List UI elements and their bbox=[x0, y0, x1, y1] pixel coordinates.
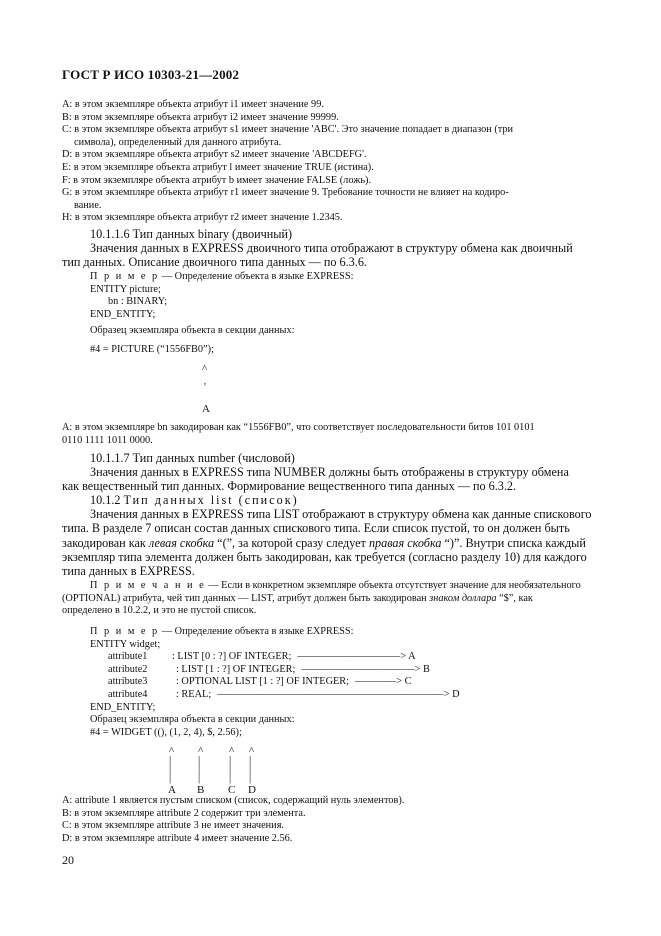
pointer-label: B bbox=[197, 784, 205, 796]
example-text: — Определение объекта в языке EXPRESS: bbox=[159, 271, 354, 282]
section-heading bbox=[62, 493, 600, 507]
note-line: A: в этом экземпляре bn закодирован как “1556FB0”, что соответствует последовательности битов 101 0101 bbox=[62, 422, 535, 433]
paragraph-line: типа. В разделе 7 описан состав данных спискового типа. Если список пустой, то он должен быть bbox=[62, 521, 570, 536]
paragraph-line: Значения данных в EXPRESS типа NUMBER должны быть отображены в структуру обмена bbox=[90, 465, 569, 480]
example-label: П р и м е р bbox=[90, 626, 160, 637]
instance-line: #4 = PICTURE (“1556FB0”); bbox=[90, 344, 214, 355]
sample-caption: Образец экземпляра объекта в секции данных: bbox=[90, 714, 295, 725]
heading-text: Тип данных list (список) bbox=[123, 493, 299, 507]
emphasis: правая скобка bbox=[368, 535, 442, 550]
list-item: F: в этом экземпляре объекта атрибут b имеет значение FALSE (ложь). bbox=[62, 174, 372, 186]
list-item: B: в этом экземпляре attribute 2 содержит три элемента. bbox=[62, 807, 306, 819]
code-line: END_ENTITY; bbox=[90, 701, 156, 713]
section-heading: 10.1.1.7 Тип данных number (числовой) bbox=[90, 451, 295, 465]
list-item: C: в этом экземпляре attribute 3 не имеет значения. bbox=[62, 820, 285, 832]
widget-notes-list bbox=[62, 795, 600, 845]
attribute-notes-list bbox=[62, 99, 600, 225]
list-item: E: в этом экземпляре объекта атрибут l имеет значение TRUE (истина). bbox=[62, 161, 374, 173]
binary-note bbox=[62, 422, 600, 447]
heading-number: 10.1.2 bbox=[90, 493, 121, 507]
code-line: attribute2 : LIST [1 : ?] OF INTEGER; ———————————> B bbox=[108, 663, 430, 675]
pointer-arrow: ^ | | | bbox=[198, 745, 204, 784]
emphasis: левая скобка bbox=[148, 535, 215, 550]
section-heading: 10.1.1.6 Тип данных binary (двоичный) bbox=[90, 227, 293, 241]
list-remark: П р и м е ч а н и е — Если в конкретном экземпляре объекта отсутствует значение для необязательного (OPTIONAL) атрибута, чей тип данных — LIST, атрибут должен быть закодирован знаком доллара “$”, как определено в 10.2.2, и это не пустой список. bbox=[62, 580, 581, 617]
tick-mark: ' bbox=[204, 381, 206, 393]
code-line: ENTITY picture; bbox=[90, 283, 161, 295]
list-item: D: в этом экземпляре объекта атрибут s2 имеет значение 'ABCDEFG'. bbox=[62, 149, 367, 161]
paragraph-line: закодирован как левая скобка “(”, за которой сразу следует правая скобка “)”. Внутри списка каждый bbox=[62, 535, 586, 550]
code-line: ENTITY widget; bbox=[90, 638, 161, 650]
list-item: вание. bbox=[74, 199, 102, 211]
code-line: END_ENTITY; bbox=[90, 308, 156, 320]
caret-mark: ^ bbox=[202, 363, 208, 375]
paragraph-line: как вещественный тип данных. Формирование вещественного типа данных — по 6.3.2. bbox=[62, 479, 517, 494]
list-item: A: attribute 1 является пустым списком (список, содержащий нуль элементов). bbox=[62, 795, 405, 806]
paragraph-line: Значения данных в EXPRESS типа LIST отображают в структуру обмена как данные спискового bbox=[90, 507, 592, 522]
paragraph-line: типа данных в EXPRESS. bbox=[62, 564, 195, 579]
widget-example: П р и м е р — Определение объекта в языке EXPRESS: ENTITY widget; attribute1 : LIST [0 : ?] OF INTEGER; ——————————> A attribute2 : LIST [1 : ?] OF INTEGER; ———————————> B attribute3 : OPTIONAL LIST [1 : ?] OF INTEGER; ————> C attribute4 : REAL; ——————————————————————> D END_ENTITY; bbox=[90, 626, 600, 714]
sample-caption: Образец экземпляра объекта в секции данных: bbox=[90, 325, 295, 336]
page-header: ГОСТ Р ИСО 10303-21—2002 bbox=[62, 67, 240, 82]
list-item: символа), определенный для данного атрибута. bbox=[74, 136, 282, 148]
list-item: D: в этом экземпляре attribute 4 имеет значение 2.56. bbox=[62, 832, 293, 844]
paragraph-line: тип данных. Описание двоичного типа данных — по 6.3.6. bbox=[62, 255, 367, 270]
remark-label: П р и м е ч а н и е bbox=[90, 580, 206, 591]
pointer-label: D bbox=[248, 784, 256, 796]
note-line: 0110 1111 1011 0000. bbox=[62, 434, 153, 446]
list-item: A: в этом экземпляре объекта атрибут i1 имеет значение 99. bbox=[62, 99, 324, 110]
instance-line: #4 = WIDGET ((), (1, 2, 4), $, 2.56); bbox=[90, 727, 242, 738]
example-label: П р и м е р bbox=[90, 271, 160, 282]
pointer-arrow: ^ | | | bbox=[169, 745, 175, 784]
code-line: attribute3 : OPTIONAL LIST [1 : ?] OF INTEGER; ————> C bbox=[108, 676, 412, 688]
code-line: bn : BINARY; bbox=[108, 296, 168, 308]
pointer-label: C bbox=[228, 784, 236, 796]
section-list bbox=[62, 493, 600, 578]
paragraph-line: Значения данных в EXPRESS двоичного типа отображают в структуру обмена как двоичный bbox=[90, 241, 573, 256]
paragraph-line: экземпляр типа элемента должен быть закодирован, как требуется (согласно разделу 10) для каждого bbox=[62, 549, 587, 564]
code-line: attribute4 : REAL; ——————————————————————> D bbox=[108, 688, 460, 700]
section-binary bbox=[62, 227, 600, 270]
binary-example bbox=[90, 271, 600, 321]
section-number bbox=[62, 451, 600, 494]
list-item: C: в этом экземпляре объекта атрибут s1 имеет значение 'ABC'. Это значение попадает в диапазон (три bbox=[62, 124, 514, 136]
page-number: 20 bbox=[62, 853, 74, 867]
pointer-label: A bbox=[168, 784, 176, 796]
list-item: B: в этом экземпляре объекта атрибут i2 имеет значение 99999. bbox=[62, 111, 339, 123]
pointer-label-a: A bbox=[202, 403, 210, 415]
code-line: attribute1 : LIST [0 : ?] OF INTEGER; ——————————> A bbox=[108, 651, 416, 663]
pointer-arrow: ^ | | | bbox=[229, 745, 235, 784]
emphasis: знаком доллара bbox=[429, 592, 497, 604]
list-item: H: в этом экземпляре объекта атрибут r2 имеет значение 1.2345. bbox=[62, 212, 343, 224]
list-item: G: в этом экземпляре объекта атрибут r1 имеет значение 9. Требование точности не влияет на кодиро- bbox=[62, 187, 509, 199]
pointer-arrow: ^ | | | bbox=[249, 745, 255, 784]
